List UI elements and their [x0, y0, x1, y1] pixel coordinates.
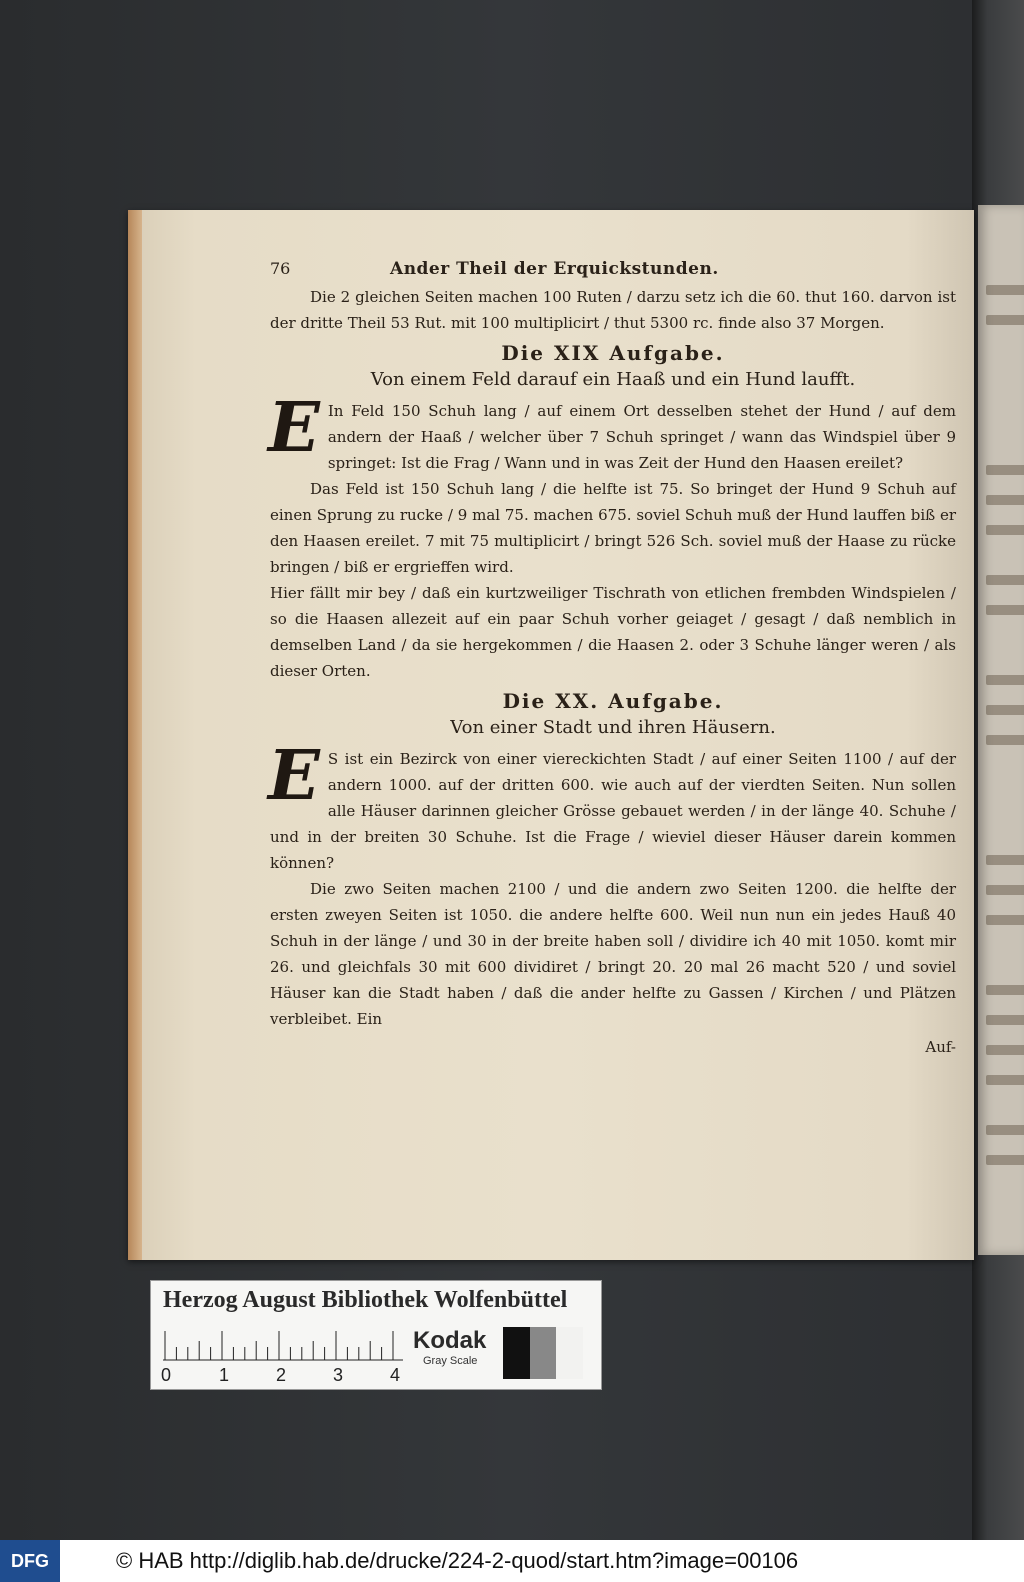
gray-scale-patches	[503, 1327, 583, 1379]
task-19-heading: Die XIX Aufgabe.	[501, 341, 725, 365]
task-20-question	[268, 736, 956, 876]
footer-bar	[0, 1540, 1024, 1582]
task-20-subheading: Von einer Stadt und ihren Häusern.	[450, 717, 776, 738]
ruler-number: 4	[390, 1365, 401, 1385]
task-19-answer: Das Feld ist 150 Schuh lang / die helfte ist 75. So bringet der Hund 9 Schuh auf einen Sprung zu rucke / 9 mal 75. machen 675. soviel Schuh muß der Hund lauffen biß er den Haasen ereilet. 7 mit 75 multiplicirt / bringt 526 Sch. soviel muß der Haase zu rücke bringen / biß er ergrieffen wird.	[270, 480, 956, 576]
task-20-heading: Die XX. Aufgabe.	[502, 689, 724, 713]
color-calibration-card	[150, 1280, 602, 1390]
dfg-logo: DFG	[0, 1540, 60, 1582]
ruler-number: 1	[219, 1365, 230, 1385]
ruler-number: 3	[333, 1365, 344, 1385]
ruler-number: 0	[161, 1365, 172, 1385]
intro-paragraph: Die 2 gleichen Seiten machen 100 Ruten / darzu setz ich die 60. thut 160. darvon ist der dritte Theil 53 Rut. mit 100 multiplicirt / thut 5300 rc. finde also 37 Morgen.	[270, 288, 956, 332]
gray-scale-label: Gray Scale	[423, 1355, 478, 1367]
library-name: Herzog August Bibliothek Wolfenbüttel	[163, 1287, 568, 1313]
task-19-question-text: In Feld 150 Schuh lang / auf einem Ort desselben stehet der Hund / auf dem andern der Haaß / welcher über 7 Schuh springet / wann das Windspiel über 9 springet: Ist die Frag / Wann und in was Zeit der Hund den Haasen ereilet?	[327, 402, 956, 472]
ruler-number: 2	[276, 1365, 287, 1385]
page-number: 76	[270, 259, 291, 278]
task-19-remark: Hier fällt mir bey / daß ein kurtzweiliger Tischrath von etlichen frembden Windspielen / so die Haasen allezeit auf ein paar Schuh vorher geiaget / gesagt / daß nemblich in demselben Land / da sie hergekommen / die Haasen 2. oder 3 Schuhe länger weren / als dieser Orten.	[270, 584, 956, 680]
drop-cap-initial: E	[268, 388, 320, 468]
source-url[interactable]: © HAB http://diglib.hab.de/drucke/224-2-quod/start.htm?image=00106	[116, 1548, 799, 1573]
running-title: Ander Theil der Erquickstunden.	[390, 259, 719, 279]
page-text	[270, 256, 956, 1060]
catchword: Auf-	[925, 1038, 956, 1056]
task-19-subheading: Von einem Feld darauf ein Haaß und ein Hund laufft.	[370, 369, 856, 390]
page-header	[270, 256, 956, 284]
kodak-logo: Kodak	[413, 1327, 487, 1354]
book-page	[128, 210, 974, 1260]
ruler-scale	[163, 1327, 403, 1361]
task-19-question	[268, 388, 956, 476]
task-20-question-text: S ist ein Bezirck von einer viereckichten Stadt / auf einer Seiten 1100 / auf der andern 1000. auf der dritten 600. wie auch auf der vierdten Seiten. Nun sollen alle Häuser darinnen gleicher Grösse gebauet werden / in der länge 40. Schuhe / und in der breiten 30 Schuhe. Ist die Frage / wieviel dieser Häuser darein kommen können?	[270, 750, 956, 872]
drop-cap-initial: E	[268, 736, 320, 816]
next-page-edge	[978, 205, 1024, 1255]
task-20-answer: Die zwo Seiten machen 2100 / und die andern zwo Seiten 1200. die helfte der ersten zweyen Seiten ist 1050. die andere helfte 600. Weil nun nun ein jedes Hauß 40 Schuh in der länge / und 30 in der breite haben soll / dividire ich 40 mit 1050. komt mir 26. und gleichfals 30 mit 600 dividiret / bringt 20. 20 mal 26 macht 520 / und soviel Häuser kan die Stadt haben / daß die ander helfte zu Gassen / Kirchen / und Plätzen verbleibet. Ein	[270, 880, 956, 1028]
